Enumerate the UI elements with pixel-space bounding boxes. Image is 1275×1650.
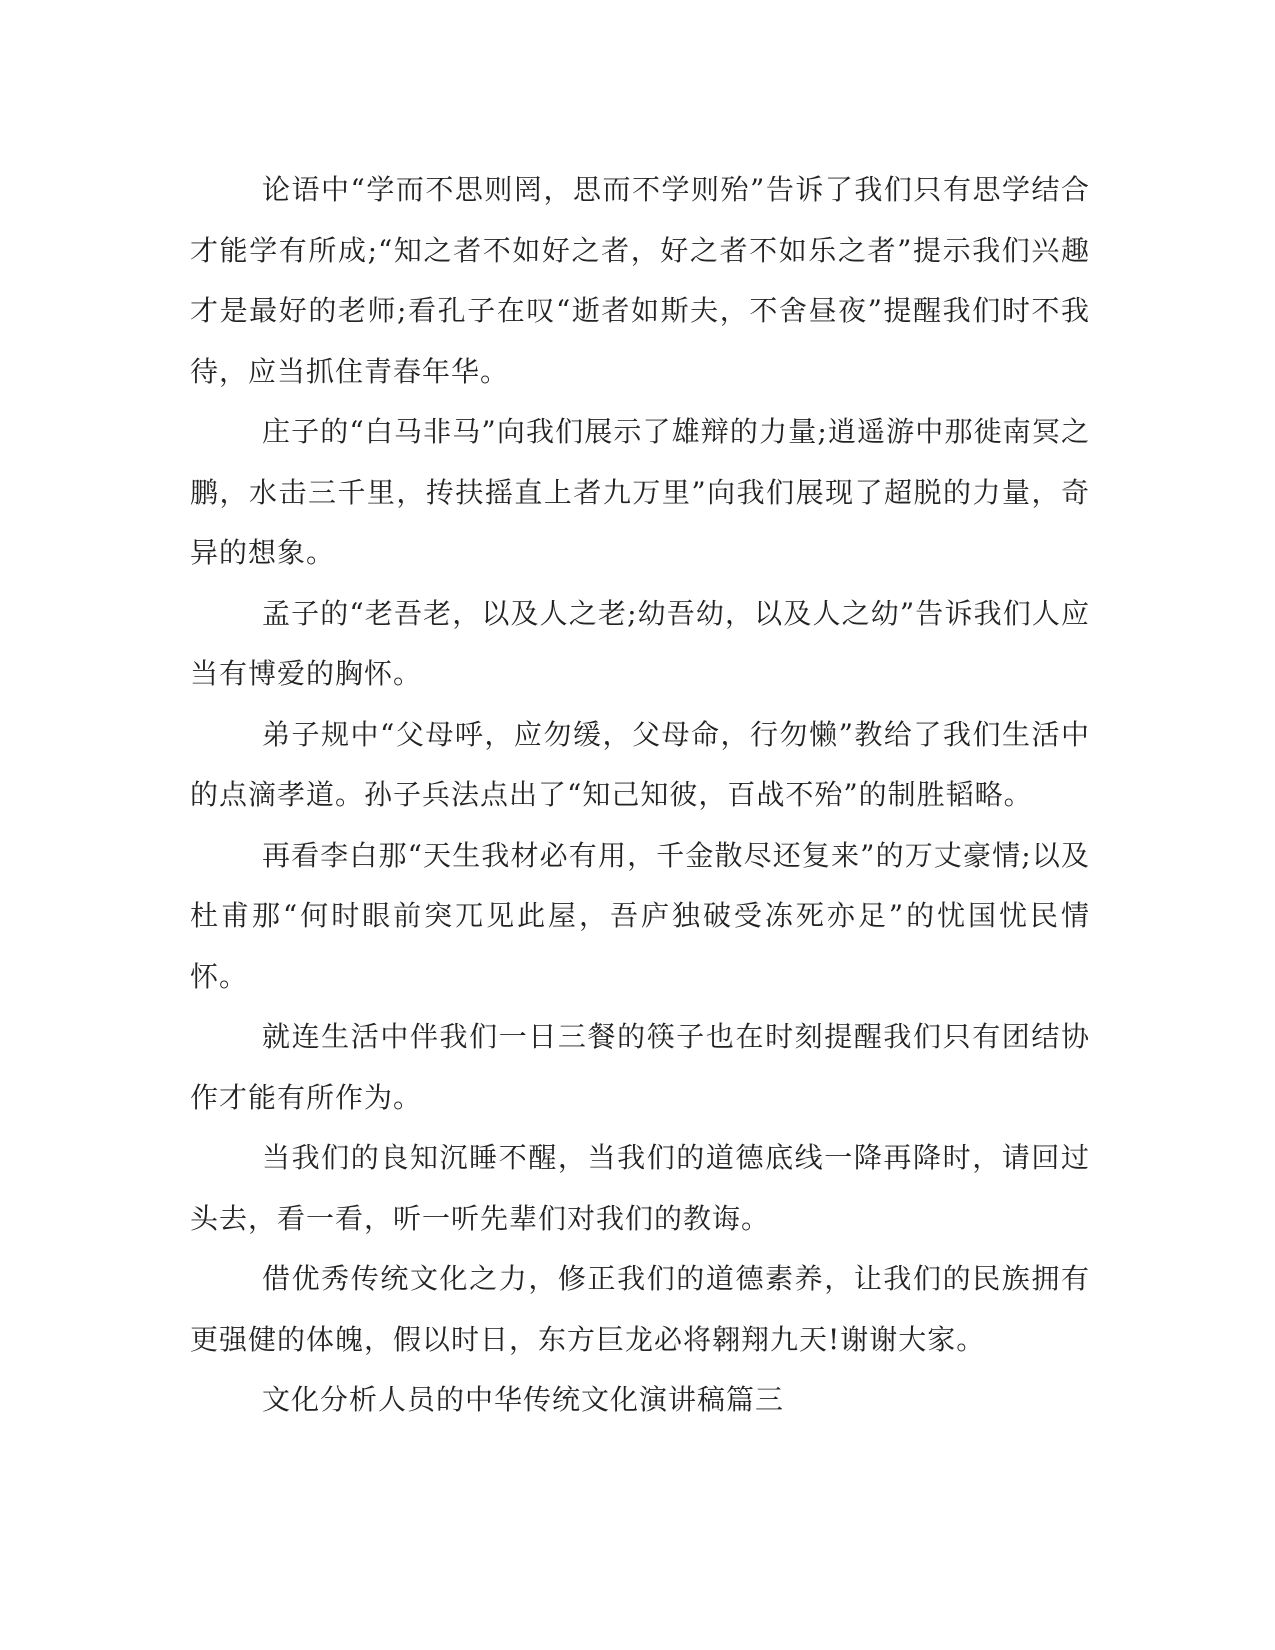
section-heading: 文化分析人员的中华传统文化演讲稿篇三 xyxy=(262,1383,785,1416)
paragraph-dizigui: 弟子规中“父母呼，应勿缓，父母命，行勿懒”教给了我们生活中的点滴孝道。孙子兵法点出了“知己知彼，百战不殆”的制胜韬略。 xyxy=(190,717,1090,811)
paragraph-closing: 借优秀传统文化之力，修正我们的道德素养，让我们的民族拥有更强健的体魄，假以时日，东方巨龙必将翱翔九天!谢谢大家。 xyxy=(190,1262,1090,1356)
document-body xyxy=(190,160,1090,1431)
paragraph-analects: 论语中“学而不思则罔，思而不学则殆”告诉了我们只有思学结合才能学有所成;“知之者不如好之者，好之者不如乐之者”提示我们兴趣才是最好的老师;看孔子在叹“逝者如斯夫，不舍昼夜”提醒我们时不我待，应当抓住青春年华。 xyxy=(190,173,1090,388)
paragraph-mencius: 孟子的“老吾老，以及人之老;幼吾幼，以及人之幼”告诉我们人应当有博爱的胸怀。 xyxy=(190,596,1090,690)
paragraph-conscience: 当我们的良知沉睡不醒，当我们的道德底线一降再降时，请回过头去，看一看，听一听先辈们对我们的教诲。 xyxy=(190,1141,1090,1235)
paragraph-zhuangzi: 庄子的“白马非马”向我们展示了雄辩的力量;逍遥游中那徙南冥之鹏，水击三千里，抟扶摇直上者九万里”向我们展现了超脱的力量，奇异的想象。 xyxy=(190,415,1090,569)
paragraph-libai-dufu: 再看李白那“天生我材必有用，千金散尽还复来”的万丈豪情;以及杜甫那“何时眼前突兀见此屋，吾庐独破受冻死亦足”的忧国忧民情怀。 xyxy=(190,838,1090,993)
paragraph-chopsticks: 就连生活中伴我们一日三餐的筷子也在时刻提醒我们只有团结协作才能有所作为。 xyxy=(190,1020,1090,1114)
